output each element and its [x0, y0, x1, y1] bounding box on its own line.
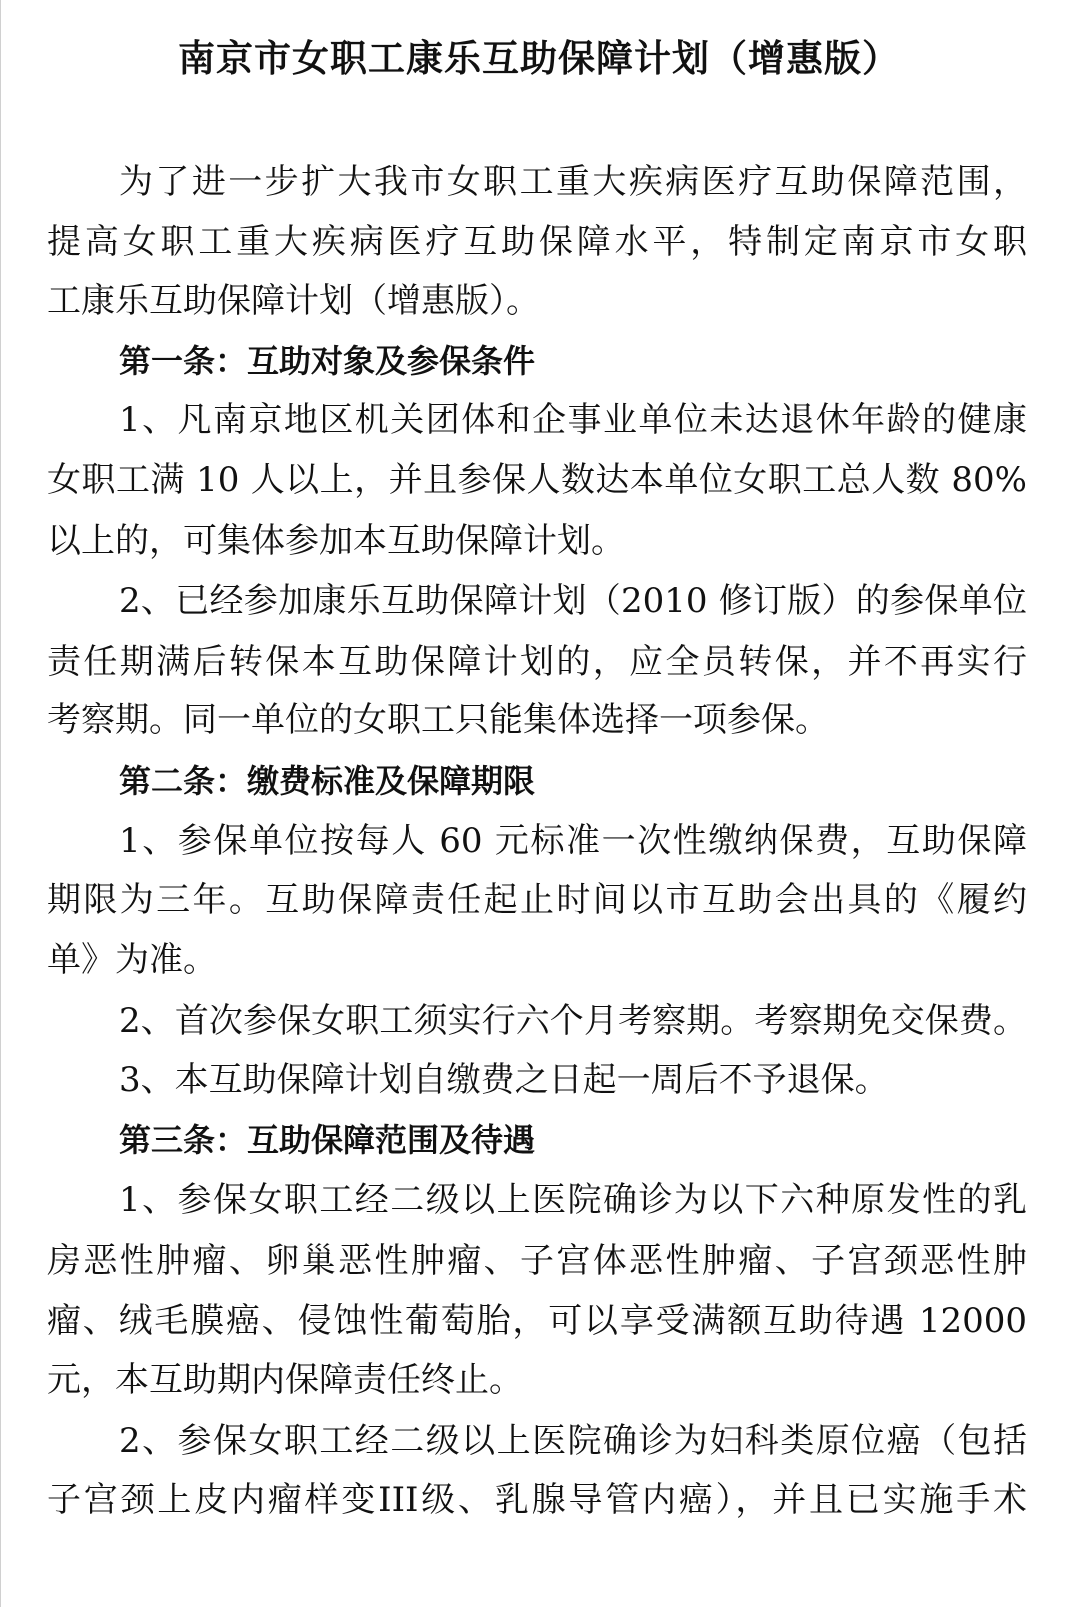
article-1-item-2-line-1: 2、已经参加康乐互助保障计划（2010 修订版）的参保单位: [119, 581, 1027, 621]
intro-line-1: 为了进一步扩大我市女职工重大疾病医疗互助保障范围，: [119, 162, 1027, 202]
article-1-item-1-line-1: 1、凡南京地区机关团体和企事业单位未达退休年龄的健康: [119, 400, 1027, 440]
article-2-item-2: 2、首次参保女职工须实行六个月考察期。考察期免交保费。: [119, 1001, 1027, 1041]
article-2-item-1-line-2: 期限为三年。互助保障责任起止时间以市互助会出具的《履约: [47, 880, 1027, 920]
intro-line-3: 工康乐互助保障计划（增惠版）。: [47, 281, 540, 321]
article-1-item-1-line-2: 女职工满 10 人以上，并且参保人数达本单位女职工总人数 80%: [47, 460, 1027, 500]
article-2-item-3: 3、本互助保障计划自缴费之日起一周后不予退保。: [119, 1060, 889, 1100]
article-2-item-1-line-1: 1、参保单位按每人 60 元标准一次性缴纳保费，互助保障: [119, 821, 1027, 861]
article-1-item-2-line-2: 责任期满后转保本互助保障计划的，应全员转保，并不再实行: [47, 642, 1027, 682]
article-3-item-2-line-2: 子宫颈上皮内瘤样变III级、乳腺导管内癌），并且已实施手术: [47, 1480, 1027, 1520]
article-2-item-1-line-3: 单》为准。: [47, 940, 217, 980]
intro-line-2: 提高女职工重大疾病医疗互助保障水平，特制定南京市女职: [47, 222, 1027, 262]
article-3-item-2-line-1: 2、参保女职工经二级以上医院确诊为妇科类原位癌（包括: [119, 1421, 1027, 1461]
article-3-heading: 第三条：互助保障范围及待遇: [119, 1121, 536, 1159]
article-3-item-1-line-2: 房恶性肿瘤、卵巢恶性肿瘤、子宫体恶性肿瘤、子宫颈恶性肿: [47, 1241, 1027, 1281]
article-3-item-1-line-1: 1、参保女职工经二级以上医院确诊为以下六种原发性的乳: [119, 1180, 1027, 1220]
article-1-heading: 第一条：互助对象及参保条件: [119, 342, 536, 380]
article-1-item-1-line-3: 以上的，可集体参加本互助保障计划。: [47, 521, 625, 561]
article-3-item-1-line-4: 元，本互助期内保障责任终止。: [47, 1360, 523, 1400]
article-2-heading: 第二条：缴费标准及保障期限: [119, 762, 536, 800]
document-title: 南京市女职工康乐互助保障计划（增惠版）: [178, 37, 900, 80]
article-3-item-1-line-3: 瘤、绒毛膜癌、侵蚀性葡萄胎，可以享受满额互助待遇 12000: [47, 1301, 1027, 1341]
article-1-item-2-line-3: 考察期。同一单位的女职工只能集体选择一项参保。: [47, 700, 829, 740]
